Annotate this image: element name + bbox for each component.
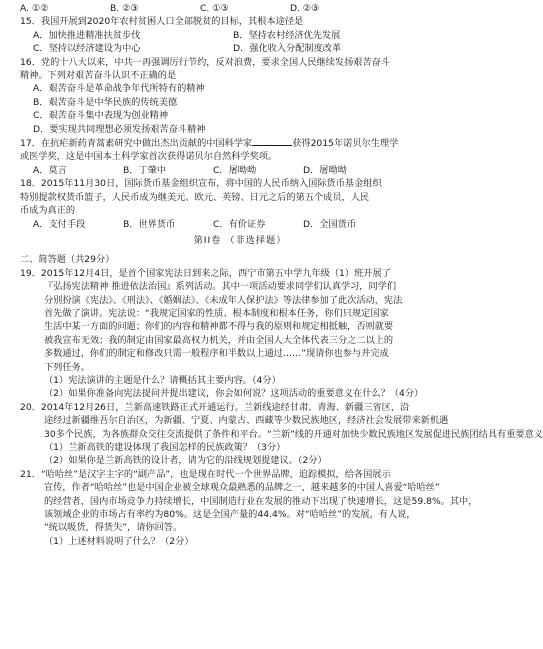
stem-text: 获得2015年诺贝尔生理学 — [292, 138, 399, 150]
question-stem: 精神。下列对艰苦奋斗认识不正确的是 — [20, 70, 177, 82]
question-stem: 的经营者，国内市场竞争力持续增长，中国制造行业在发展的推动下出现了快速增长，这是59.8%。其中， — [44, 495, 478, 507]
option-b: B. ②③ — [110, 3, 139, 14]
option-d: D．要实现共同理想必须发扬艰苦奋斗精神 — [33, 123, 206, 135]
question-16 — [20, 56, 460, 136]
option-a: A．加快推进精准扶贫步伐 — [33, 29, 141, 41]
question-15 — [20, 15, 460, 55]
options-row — [20, 42, 460, 55]
question-stem: 30多个民族，为各族群众交往交流提供了条件和平台。“兰新”线的开通对加快少数民族地区发展促进民族团结具有重要意义 — [44, 428, 543, 440]
section-heading: 二、简答题（共29分） — [20, 254, 115, 266]
option-c: C. ①③ — [200, 3, 229, 14]
option-b: B．丁肇中 — [123, 164, 167, 176]
question-21 — [20, 468, 478, 548]
question-stem: “统以吸货，得货失”，请你回答。 — [44, 522, 183, 534]
question-stem: 『弘扬宪法精神 推进依法治国』系列活动。其中一项活动要求同学们认真学习，同学们 — [44, 281, 397, 293]
option-b: B．坚持农村经济优先发展 — [233, 29, 341, 41]
option-c: C．坚持以经济建设为中心 — [33, 43, 141, 55]
sub-question: （1）上述材料说明了什么？（2分） — [44, 535, 194, 547]
question-stem: 15．我国开展到2020年农村贫困人口全部脱贫的目标，其根本途径是 — [20, 16, 304, 28]
part-two-title: 第II卷 （非选择题） — [193, 234, 287, 246]
question-stem — [20, 136, 460, 150]
sub-question: （1）宪法演讲的主题是什么？请概括其主要内容。（4分） — [44, 374, 281, 386]
option-d: D．强化收入分配制度改革 — [233, 43, 342, 55]
stem-text: 17．在抗疟新药青蒿素研究中做出杰出贡献的中国科学家 — [20, 138, 253, 150]
question-stem: 币成为真正的 — [20, 205, 76, 217]
question-stem: 或医学奖，这是中国本土科学家首次获得诺贝尔自然科学奖项。 — [20, 151, 278, 163]
question-20 — [20, 401, 543, 468]
question-stem: 生活中某一方面的问题；你们的内容和精神都不得与我的原则和规定相抵触，否则就要 — [44, 321, 394, 333]
option-d: D．全国货币 — [303, 218, 357, 230]
answer-blank — [252, 136, 292, 146]
top-options-row — [20, 2, 460, 15]
question-stem: 18．2015年11月30日，国际货币基金组织宣布，将中国的人民币纳入国际货币基金组织 — [20, 178, 382, 190]
option-c: C．有价证券 — [213, 218, 266, 230]
sub-question: （2）如果你是兰新高铁的设计者，请为它的沿线规划提建议。（2分） — [44, 455, 327, 467]
question-17 — [20, 136, 460, 177]
question-stem: 途经过新疆维吾尔自治区，为新疆、宁夏、内蒙古、西藏等少数民族地区，经济社会发展带来新机遇 — [44, 415, 449, 427]
question-18 — [20, 177, 460, 231]
question-stem: 宣传，作者“哈哈丝”也是中国企业被全球观众最熟悉的品牌之一，越来越多的中国人喜爱“哈哈丝” — [44, 482, 440, 494]
question-stem: 特别提款权货币篮子，人民币成为继美元、欧元、英镑、日元之后的第五个成员，人民 — [20, 191, 370, 203]
question-stem: 下列任务。 — [44, 361, 90, 373]
question-stem: 首先做了演讲。宪法说：“我规定国家的性质、根本制度和根本任务，你们只规定国家 — [44, 307, 389, 319]
question-stem: 19．2015年12月4日，是首个国家宪法日到来之际，西宁市第五中学九年级（1）班开展了 — [20, 267, 391, 279]
options-row — [20, 218, 460, 231]
question-stem: 16．党的十八大以来，中共一再强调厉行节约，反对浪费，要求全国人民继续发扬艰苦奋斗 — [20, 56, 391, 68]
question-stem: 被我宣布无效；我的制定由国家最高权力机关，并由全国人大全体代表三分之二以上的 — [44, 334, 394, 346]
option-a: A. ①② — [20, 3, 49, 14]
option-a: A．艰苦奋斗是革命战争年代所特有的精神 — [33, 83, 205, 95]
question-stem: 该领域企业的市场占有率约为80%。这是全国产量的44.4%。对“哈哈丝”的发展，有人说， — [44, 509, 416, 521]
sub-question: （1）兰新高铁的建设体现了我国怎样的民族政策？（3分） — [44, 442, 286, 453]
option-a: A．支付手段 — [33, 218, 86, 230]
option-a: A．莫言 — [33, 164, 67, 176]
options-row — [20, 29, 460, 42]
option-c: C．屠呦呦 — [213, 164, 257, 176]
question-stem: 分别扮演《宪法》、《刑法》、《婚姻法》、《未成年人保护法》等法律参加了此次活动，宪法 — [44, 294, 403, 306]
question-19 — [20, 267, 460, 401]
options-row — [20, 164, 460, 177]
option-d: D. ②③ — [290, 3, 320, 14]
option-b: B．艰苦奋斗是中华民族的传统美德 — [33, 96, 178, 108]
question-stem: 20．2014年12月26日，兰新高速铁路正式开通运行。兰新线途经甘肃、青海、新疆三省区，沿 — [20, 401, 410, 413]
sub-question: （2）如果你准备向宪法提问并提出建议，你会如何说？这项活动的重要意义在什么？（4分） — [44, 388, 424, 400]
question-stem: 21．“哈哈丝”是汉字主字的“副产品”，也是现在时代一个世界品牌，追踪模拟，给各国展示 — [20, 468, 391, 480]
option-c: C．艰苦奋斗集中表现为创业精神 — [33, 110, 169, 122]
option-b: B．世界货币 — [123, 218, 176, 230]
option-d: D．屠呦呦 — [303, 164, 347, 176]
question-stem: 多数通过，你们的制定和修改只需一般程序和半数以上通过……”现请你也参与并完成 — [44, 348, 389, 360]
